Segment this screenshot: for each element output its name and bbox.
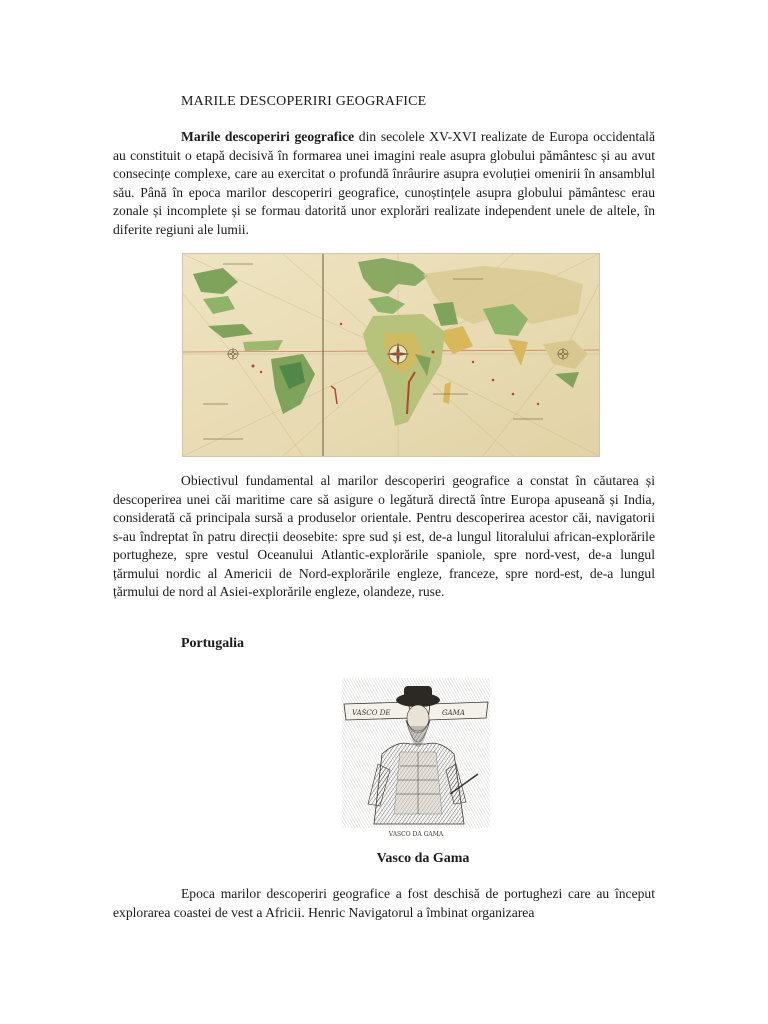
portrait-banner-right: GAMA <box>442 709 465 717</box>
paragraph-intro-bold-lead: Marile descoperiri geografice <box>181 129 355 144</box>
paragraph-intro-text: din secolele XV-XVI realizate de Europa occidentală au constituit o etapă decisivă în formarea unei imagini reale asupra globului pământesc și au avut consecințe complexe, care au exercitat o profundă înrâurire asupra evoluției omenirii în ansamblul său. Până în epoca marilor descoperiri geografice, cunoștințele asupra globului pământesc erau zonale și incomplete și se formau datorită unor explorări realizate independent unele de altele, în diferite regiuni ale lumii. <box>113 129 655 237</box>
section-heading-portugalia: Portugalia <box>181 636 244 651</box>
paragraph-objective: Obiectivul fundamental al marilor descoperiri geografice a constat în căutarea și descoperirea unei căi maritime care să asigure o legătură directă între Europa apuseană și India, considerată că principala sursă a produselor orientale. Pentru descoperirea acestor căi, navigatorii s-au îndreptat în patru direcții deosebite: spre sud și est, de-a lungul litoralului african-explorările portugheze, spre vestul Oceanului Atlantic-explorările spaniole, spre nord-vest, de-a lungul țărmului nordic al Americii de Nord-explorările engleze, franceze, spre nord-est, de-a lungul țărmului de nord al Asiei-explorările engleze, olandeze, ruse. <box>113 473 655 599</box>
portrait-bottom-text: VASCO DA GAMA <box>388 831 444 838</box>
world-map-image <box>182 253 600 457</box>
portrait-banner-left: VASCO DE <box>352 709 391 717</box>
vasco-da-gama-portrait <box>338 674 494 838</box>
document-title: MARILE DESCOPERIRI GEOGRAFICE <box>181 94 427 109</box>
paragraph-intro <box>113 128 655 239</box>
portrait-caption: Vasco da Gama <box>376 851 470 866</box>
paragraph-portugal: Epoca marilor descoperiri geografice a fost deschisă de portughezi care au început explorarea coastei de vest a Africii. Henric Navigatorul a îmbinat organizarea <box>113 886 655 920</box>
